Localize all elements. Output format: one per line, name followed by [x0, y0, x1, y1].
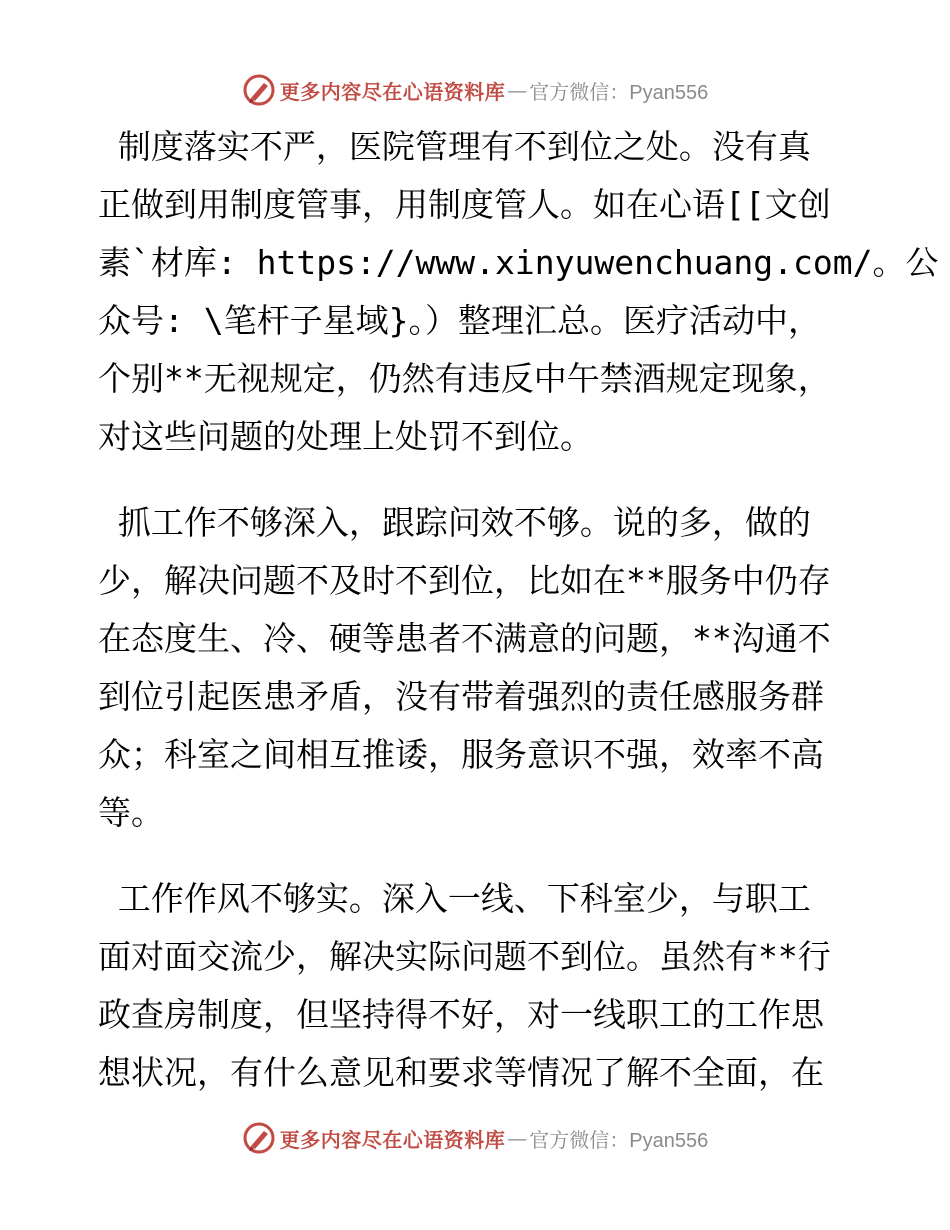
footer-contact-id: Pyan556 [629, 1129, 709, 1152]
text-line: 面对面交流少，解决实际问题不到位。虽然有**行 [98, 937, 831, 976]
text-line: 众；科室之间相互推诿，服务意识不强，效率不高 [98, 735, 824, 774]
text-line: 等。 [98, 793, 164, 832]
text-line: 制度落实不严，医院管理有不到位之处。没有真 [98, 127, 811, 166]
footer-contact [529, 1124, 708, 1153]
text-line: 在态度生、冷、硬等患者不满意的问题，**沟通不 [98, 619, 831, 658]
text-line: 众号: \笔杆子星域}。）整理汇总。医疗活动中， [98, 301, 821, 340]
header-contact [529, 76, 708, 105]
header-banner-text: 更多内容尽在心语资料库 [279, 79, 506, 104]
text-line: 对这些问题的处理上处罚不到位。 [98, 417, 593, 456]
footer-banner-text: 更多内容尽在心语资料库 [279, 1127, 506, 1152]
text-line: 正做到用制度管事，用制度管人。如在心语[[文创 [98, 185, 831, 224]
text-line: 素`材库: https://www.xinyuwenchuang.com/。公 [98, 243, 939, 282]
footer-contact-label: 官方微信： [529, 1127, 630, 1152]
text-line: 工作作风不够实。深入一线、下科室少，与职工 [98, 879, 811, 918]
header-contact-id: Pyan556 [629, 81, 709, 104]
text-line: 个别**无视规定，仍然有违反中午禁酒规定现象， [98, 359, 831, 398]
text-line: 到位引起医患矛盾，没有带着强烈的责任感服务群 [98, 677, 824, 716]
text-line: 少，解决问题不及时不到位，比如在**服务中仍存 [98, 561, 831, 600]
footer-banner [0, 1118, 950, 1158]
paragraph-1 [98, 118, 939, 466]
pen-logo-icon [242, 1121, 276, 1155]
footer-separator: — [507, 1126, 528, 1150]
text-line: 政查房制度，但坚持得不好，对一线职工的工作思 [98, 995, 824, 1034]
paragraph-3 [98, 870, 850, 1102]
text-line: 想状况，有什么意见和要求等情况了解不全面，在 [98, 1053, 824, 1092]
header-banner [0, 70, 950, 110]
header-separator: — [507, 78, 528, 102]
document-body [98, 118, 939, 1130]
header-contact-label: 官方微信： [529, 79, 630, 104]
pen-logo-icon [242, 73, 276, 107]
text-line: 抓工作不够深入，跟踪问效不够。说的多，做的 [98, 503, 811, 542]
paragraph-2 [98, 494, 850, 842]
